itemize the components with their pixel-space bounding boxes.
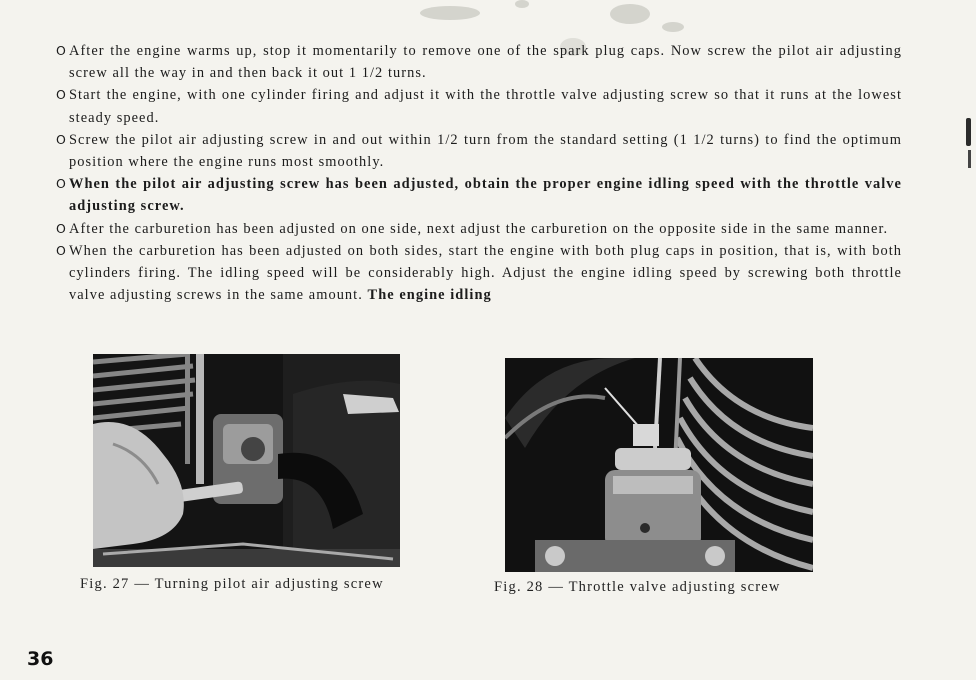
step-text-bold-tail: The engine idling	[367, 287, 492, 304]
figure-27-caption: Fig. 27 — Turning pilot air adjusting screw	[80, 576, 384, 592]
print-speckle	[662, 22, 684, 32]
page-edge-mark	[968, 150, 971, 168]
figure-28-caption: Fig. 28 — Throttle valve adjusting screw	[494, 579, 781, 595]
print-speckle	[515, 0, 529, 8]
instruction-step	[56, 129, 902, 173]
bullet-circle: O	[56, 176, 67, 192]
step-text: After the engine warms up, stop it momentarily to remove one of the spark plug caps. Now screw the pilot air adjusting screw all the way in and then back it out 1 1/2 turns.	[69, 43, 902, 82]
step-text	[69, 240, 902, 307]
bullet-circle: O	[56, 242, 67, 258]
step-text: Screw the pilot air adjusting screw in and out within 1/2 turn from the standard setting (1 1/2 turns) to find the optimum position where the engine runs most smoothly.	[69, 131, 902, 171]
bullet-circle: O	[56, 43, 67, 58]
print-speckle	[610, 4, 650, 24]
step-text: Start the engine, with one cylinder firing and adjust it with the throttle valve adjusting screw so that it runs at the lowest steady speed.	[69, 87, 902, 126]
step-text: When the pilot air adjusting screw has been adjusted, obtain the proper engine idling speed with the throttle valve adjusting screw.	[69, 176, 902, 215]
instruction-step	[56, 240, 902, 307]
instruction-step-bold	[56, 173, 902, 217]
page-number: 36	[27, 648, 54, 670]
bullet-circle: O	[56, 87, 67, 103]
figure-28-photo	[505, 358, 813, 572]
bullet-circle: O	[56, 220, 67, 236]
step-text: After the carburetion has been adjusted on one side, next adjust the carburetion on the opposite side in the same manner.	[69, 220, 889, 237]
instruction-step	[56, 84, 902, 128]
instruction-step	[56, 218, 902, 240]
bullet-circle: O	[56, 131, 67, 147]
figure-27-photo	[93, 354, 400, 567]
instruction-step	[56, 40, 902, 84]
step-text-main: When the carburetion has been adjusted on both sides, start the engine with both plug caps in position, that is, with both cylinders firing. The idling speed will be considerably high. Adjust the engine idling speed by screwing both throttle valve adjusting screws in the same amount.	[69, 242, 902, 304]
page-edge-mark	[966, 118, 971, 146]
print-speckle	[420, 6, 480, 20]
instruction-text	[56, 40, 902, 306]
